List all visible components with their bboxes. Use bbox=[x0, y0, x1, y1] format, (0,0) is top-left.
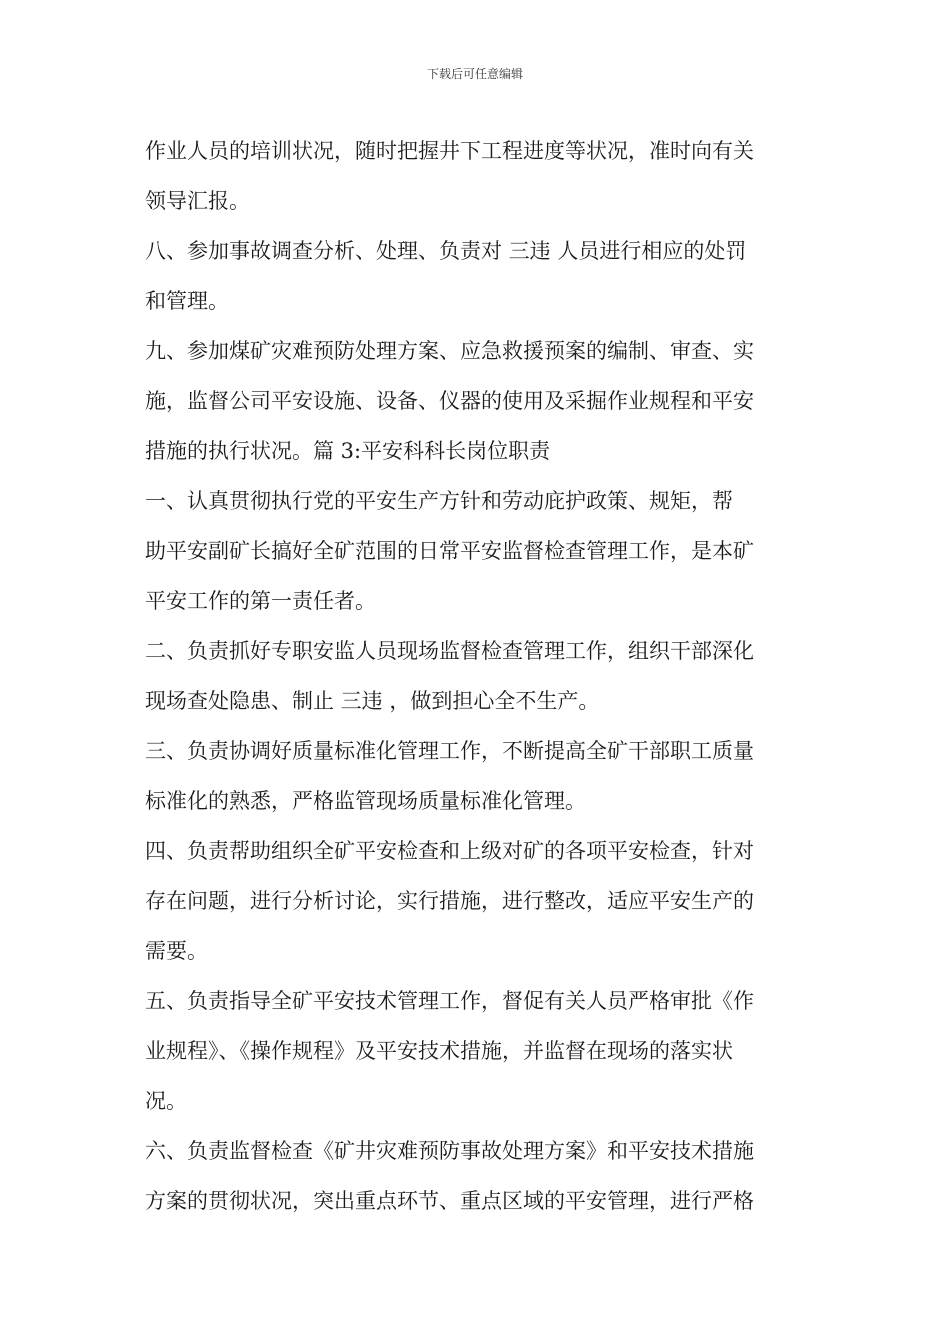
text-line: 存在问题，进行分析讨论，实行措施，进行整改，适应平安生产的 bbox=[145, 889, 754, 913]
text-line: 六、负责监督检查《矿井灾难预防事故处理方案》和平安技术措施 bbox=[145, 1139, 754, 1163]
text-line: 助平安副矿长搞好全矿范围的日常平安监督检查管理工作，是本矿 bbox=[145, 539, 754, 563]
text-line: 九、参加煤矿灾难预防处理方案、应急救援预案的编制、审查、实 bbox=[145, 339, 754, 363]
paragraph bbox=[145, 226, 809, 326]
paragraph bbox=[145, 976, 809, 1126]
text-line: 现场查处隐患、制止 三违 ，做到担心全不生产。 bbox=[145, 689, 600, 713]
text-line: 八、参加事故调查分析、处理、负责对 三违 人员进行相应的处罚 bbox=[145, 239, 747, 263]
text-line: 和管理。 bbox=[145, 289, 229, 313]
text-line: 需要。 bbox=[145, 939, 208, 963]
text-line: 作业人员的培训状况，随时把握井下工程进度等状况，准时向有关 bbox=[145, 139, 754, 163]
text-line: 方案的贯彻状况，突出重点环节、重点区域的平安管理，进行严格 bbox=[145, 1189, 754, 1213]
document-body bbox=[145, 126, 809, 1226]
text-line: 五、负责指导全矿平安技术管理工作，督促有关人员严格审批《作 bbox=[145, 989, 754, 1013]
text-line: 二、负责抓好专职安监人员现场监督检查管理工作，组织干部深化 bbox=[145, 639, 754, 663]
page-header: 下载后可任意编辑 bbox=[426, 67, 523, 81]
text-line: 四、负责帮助组织全矿平安检查和上级对矿的各项平安检查，针对 bbox=[145, 839, 754, 863]
paragraph bbox=[145, 726, 809, 826]
text-line: 三、负责协调好质量标准化管理工作，不断提高全矿干部职工质量 bbox=[145, 739, 754, 763]
paragraph bbox=[145, 326, 809, 476]
paragraph bbox=[145, 626, 809, 726]
text-line: 领导汇报。 bbox=[145, 189, 250, 213]
text-line: 平安工作的第一责任者。 bbox=[145, 589, 376, 613]
text-line: 措施的执行状况。篇 3:平安科科长岗位职责 bbox=[145, 439, 551, 463]
paragraph bbox=[145, 826, 809, 976]
text-line: 施，监督公司平安设施、设备、仪器的使用及采掘作业规程和平安 bbox=[145, 389, 754, 413]
paragraph bbox=[145, 1126, 809, 1226]
text-line: 况。 bbox=[145, 1089, 187, 1113]
paragraph bbox=[145, 126, 809, 226]
text-line: 一、认真贯彻执行党的平安生产方针和劳动庇护政策、规矩，帮 bbox=[145, 489, 733, 513]
text-line: 业规程》、《操作规程》及平安技术措施，并监督在现场的落实状 bbox=[145, 1039, 733, 1063]
paragraph bbox=[145, 476, 809, 626]
text-line: 标准化的熟悉，严格监管现场质量标准化管理。 bbox=[145, 789, 586, 813]
